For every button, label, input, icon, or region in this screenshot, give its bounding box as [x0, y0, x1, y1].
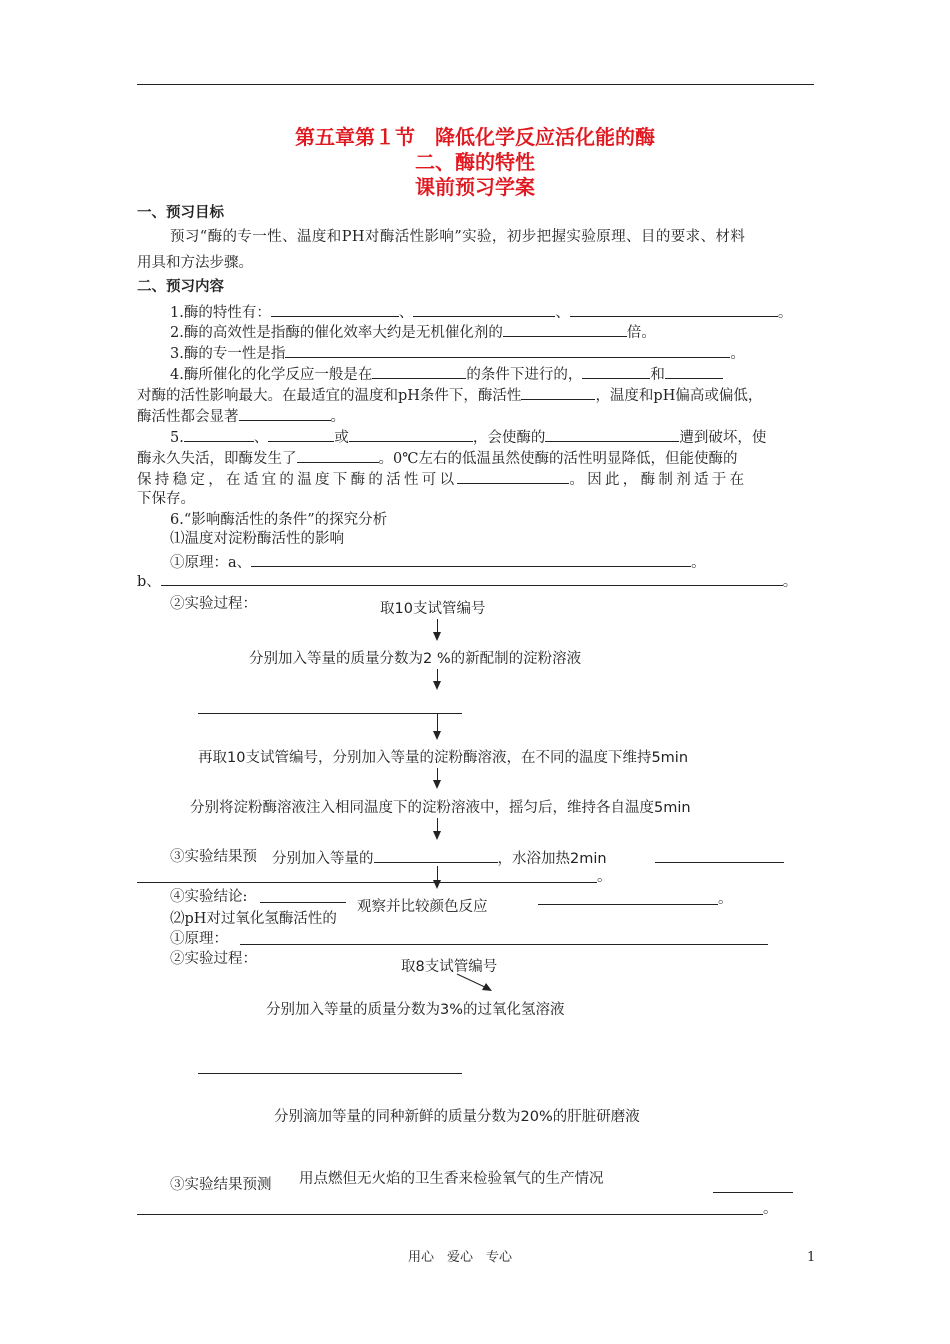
q3-label: 3.酶的专一性是指 — [170, 346, 286, 362]
q1-sep-2: 、 — [555, 305, 570, 321]
q6-1-result-blank-right[interactable] — [655, 862, 784, 863]
q5-or: 或 — [334, 430, 349, 446]
flow2-step3: 分别滴加等量的同种新鲜的质量分数为20%的肝脏研磨液 — [274, 1109, 640, 1125]
q6-1-principle — [170, 552, 706, 572]
section1-heading: 一、预习目标 — [137, 205, 224, 221]
q4-line3-end: 。 — [330, 409, 345, 425]
q5-blank-4[interactable] — [545, 427, 679, 442]
page-subtitle-2: 课前预习学案 — [415, 175, 535, 199]
q6-1-principle-blank-b[interactable] — [161, 571, 783, 586]
flow1-arrow-2-head — [433, 681, 441, 690]
question-1 — [170, 302, 792, 322]
flow1-arrow-6-head — [433, 880, 441, 889]
q4-mid: 的条件下进行的， — [466, 367, 583, 383]
section2-heading: 二、预习内容 — [137, 279, 224, 295]
q1-label: 1.酶的特性有： — [170, 305, 271, 321]
q5-end: 遭到破坏，使 — [679, 430, 767, 446]
q6-1-principle-label: ①原理：a、 — [170, 555, 252, 571]
q4-blank-5[interactable] — [239, 406, 331, 421]
flow1-arrow-6 — [437, 866, 438, 881]
question-5-line2 — [137, 448, 737, 468]
q1-blank-1[interactable] — [271, 302, 399, 317]
q5-blank-5[interactable] — [297, 448, 379, 463]
q4-blank-3[interactable] — [665, 364, 723, 379]
q5-label: 5. — [170, 430, 184, 446]
q6-2-principle: ①原理： — [170, 931, 228, 947]
q6-1-b-end: 。 — [782, 574, 798, 590]
q6-2-result-blank-right[interactable] — [713, 1192, 793, 1193]
footer-text: 用心 爱心 专心 — [408, 1250, 513, 1265]
flow2-blank-line[interactable] — [198, 1073, 462, 1074]
q6-2-result-end: 。 — [763, 1201, 778, 1217]
q1-blank-2[interactable] — [413, 302, 555, 317]
flow1-step3: 再取10支试管编号，分别加入等量的淀粉酶溶液，在不同的温度下维持5min — [198, 750, 689, 766]
q6-1-result: ③实验结果预 — [170, 849, 257, 865]
q6-1-principle-end: 。 — [691, 555, 706, 571]
q5-blank-1[interactable] — [184, 427, 254, 442]
q1-sep-1: 、 — [398, 305, 414, 321]
flow1-blank-line[interactable] — [198, 713, 462, 714]
q6-2-principle-blank[interactable] — [240, 944, 768, 945]
question-6: 6.“影响酶活性的条件”的探究分析 — [170, 512, 388, 528]
header-rule — [137, 84, 814, 85]
flow2-step1: 取8支试管编号 — [401, 959, 498, 975]
q5-mid: ，会使酶的 — [472, 430, 546, 446]
q6-1-conclusion-blank-left[interactable] — [260, 902, 346, 903]
q4-line2-text: 对酶的活性影响最大。在最适宜的温度和pH条件下，酶活性 — [137, 388, 522, 404]
q4-label: 4.酶所催化的化学反应一般是在 — [170, 367, 373, 383]
q6-1-conclusion-end: 。 — [718, 891, 733, 907]
q6-2-process: ②实验过程： — [170, 951, 257, 967]
flow1-step2: 分别加入等量的质量分数为2 %的新配制的淀粉溶液 — [249, 651, 582, 667]
section1-text: 预习“酶的专一性、温度和PH对酶活性影响”实验，初步把握实验原理、目的要求、材料 — [170, 229, 746, 245]
question-5-line4: 下保存。 — [137, 491, 195, 507]
q5-blank-3[interactable] — [349, 427, 473, 442]
q6-1-conclusion: ④实验结论: — [170, 889, 248, 905]
q6-2-result: ③实验结果预测 — [170, 1177, 272, 1193]
question-6-2: ⑵pH对过氧化氢酶活性的 — [170, 911, 337, 927]
q3-blank[interactable] — [285, 343, 730, 358]
q6-1-b-label: b、 — [137, 574, 161, 590]
q6-1-principle-b — [137, 571, 797, 591]
q6-1-result-end: 。 — [597, 869, 612, 885]
q4-line3-text: 酶活性都会显著 — [137, 409, 239, 425]
flow1-step5 — [272, 848, 607, 868]
page-subtitle: 二、酶的特性 — [415, 150, 535, 174]
q6-1-conclusion-blank-right[interactable] — [538, 904, 718, 905]
question-4 — [170, 364, 723, 384]
q5-blank-6[interactable] — [457, 469, 569, 484]
q5-sep: 、 — [253, 430, 269, 446]
question-4-line2 — [137, 385, 762, 405]
flow1-arrow-4-head — [433, 780, 441, 789]
section1-text-2: 用具和方法步骤。 — [137, 255, 253, 271]
q4-line2-end: ，温度和pH偏高或偏低， — [595, 388, 763, 404]
q2-blank[interactable] — [503, 322, 627, 337]
q5-line3-text: 保持稳定，在适宜的温度下酶的活性可以 — [137, 472, 458, 488]
q5-line3-end: 。因此，酶制剂适于在 — [569, 472, 748, 488]
q1-blank-3[interactable] — [570, 302, 778, 317]
question-3 — [170, 343, 745, 363]
flow1-step5-blank[interactable] — [374, 848, 498, 863]
question-5-line3 — [137, 469, 747, 489]
q6-2-result-blank-line[interactable] — [137, 1214, 763, 1215]
flow1-arrow-3-head — [433, 731, 441, 740]
page-number: 1 — [807, 1250, 816, 1265]
flow1-arrow-1 — [437, 619, 438, 633]
question-6-1: ⑴温度对淀粉酶活性的影响 — [170, 531, 344, 547]
q6-1-process: ②实验过程： — [170, 596, 257, 612]
flow2-arrow-1 — [455, 972, 495, 994]
flow1-step5-end: ，水浴加热2min — [497, 851, 607, 867]
q5-line2-text: 酶永久失活，即酶发生了 — [137, 451, 297, 467]
flow1-arrow-5 — [437, 818, 438, 832]
question-4-line3 — [137, 406, 345, 426]
question-2 — [170, 322, 656, 342]
flow1-step5-text: 分别加入等量的 — [272, 851, 374, 867]
flow2-step4: 用点燃但无火焰的卫生香来检验氧气的生产情况 — [299, 1171, 604, 1187]
q4-blank-1[interactable] — [372, 364, 466, 379]
q4-blank-4[interactable] — [521, 385, 595, 400]
q6-1-principle-blank-a[interactable] — [251, 552, 691, 567]
flow2-step2: 分别加入等量的质量分数为3%的过氧化氢溶液 — [266, 1002, 565, 1018]
flow1-step1: 取10支试管编号 — [380, 601, 486, 617]
flow1-step6: 观察并比较颜色反应 — [357, 899, 488, 915]
q4-blank-2[interactable] — [582, 364, 650, 379]
q5-line2-end: 。0℃左右的低温虽然使酶的活性明显降低，但能使酶的 — [378, 451, 738, 467]
q2-label: 2.酶的高效性是指酶的催化效率大约是无机催化剂的 — [170, 325, 503, 341]
q5-blank-2[interactable] — [268, 427, 334, 442]
q3-end: 。 — [730, 346, 745, 362]
flow1-arrow-5-head — [433, 831, 441, 840]
q4-and: 和 — [650, 367, 665, 383]
flow1-arrow-1-head — [433, 632, 441, 641]
q2-end: 倍。 — [626, 325, 656, 341]
question-5 — [170, 427, 766, 447]
page-title: 第五章第１节 降低化学反应活化能的酶 — [295, 125, 655, 149]
flow1-step4: 分别将淀粉酶溶液注入相同温度下的淀粉溶液中，摇匀后，维持各自温度5min — [190, 800, 691, 816]
q1-end: 。 — [777, 305, 793, 321]
q6-1-result-blank-line[interactable] — [137, 882, 597, 883]
